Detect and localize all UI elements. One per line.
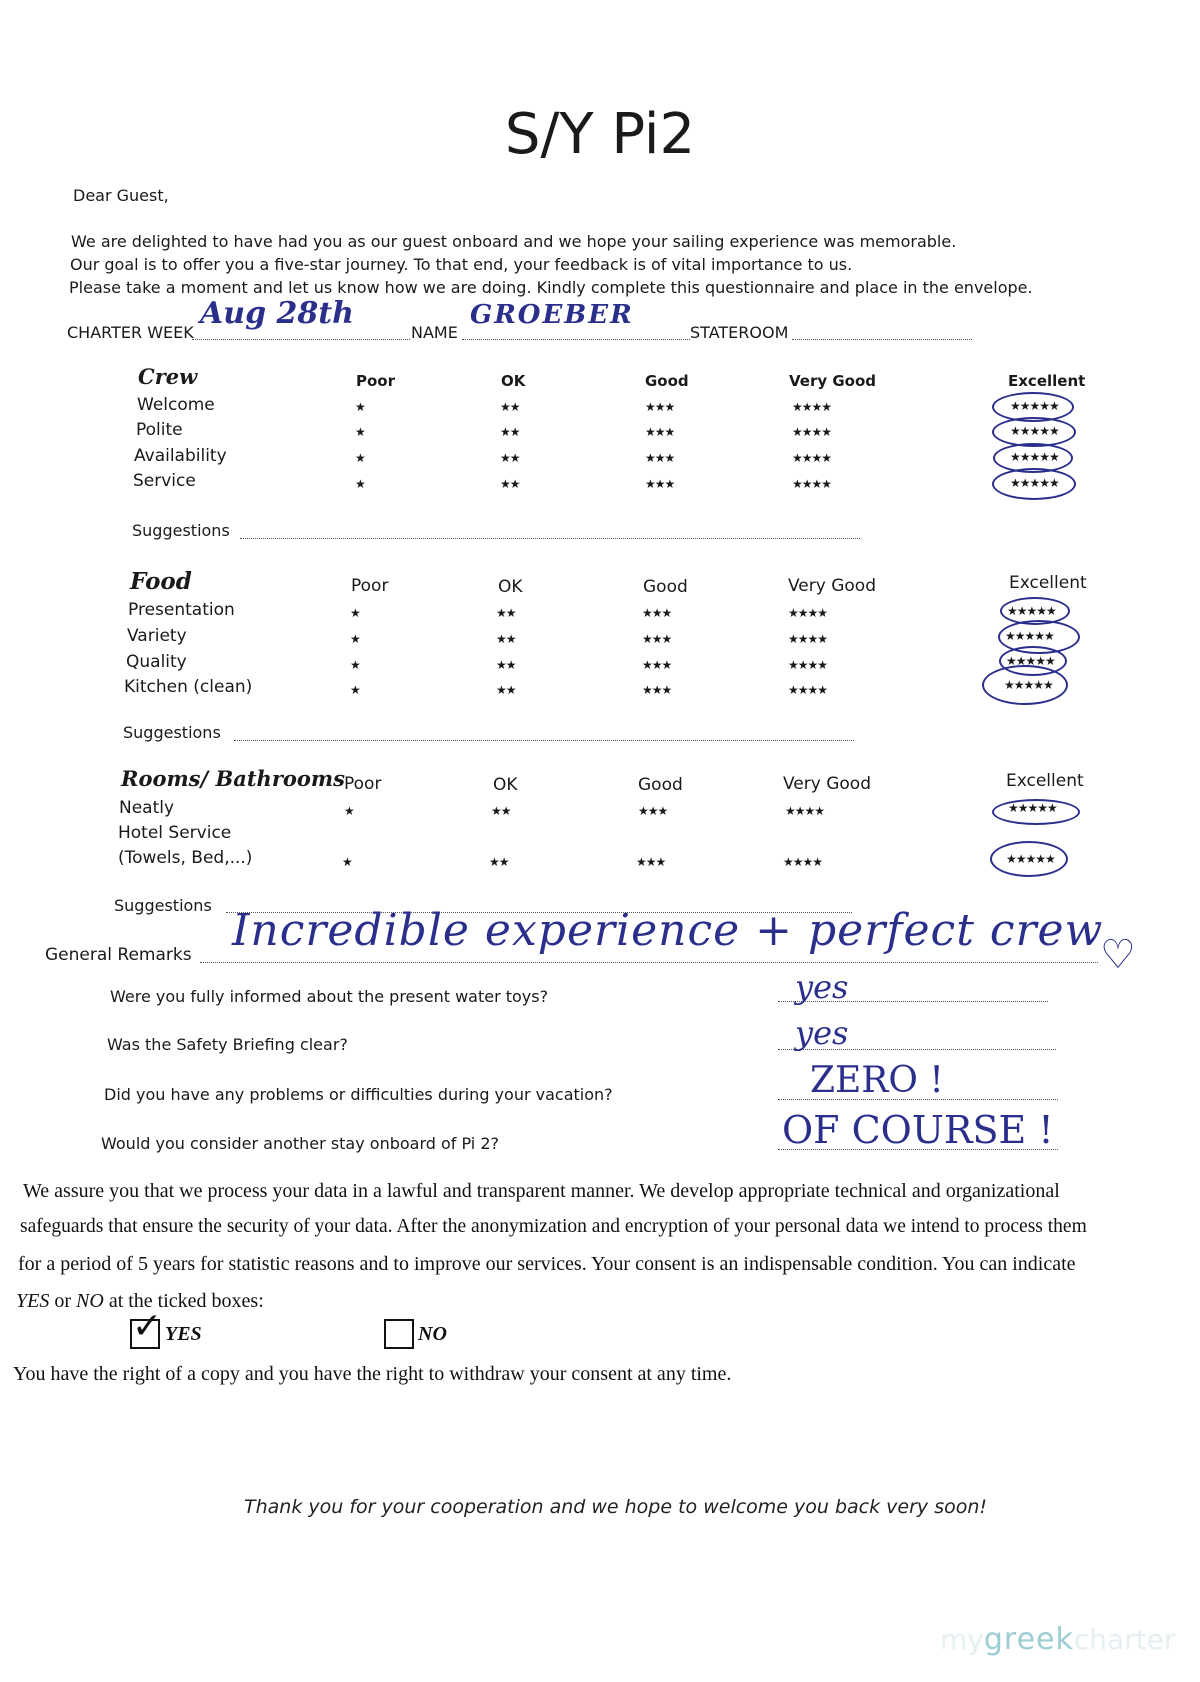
rating-poor-kitchen[interactable]: ★ bbox=[350, 683, 360, 697]
question-water-toys: Were you fully informed about the present water toys? bbox=[110, 987, 549, 1006]
crew-header-ok: OK bbox=[501, 372, 526, 390]
rating-poor-availability[interactable]: ★ bbox=[355, 451, 365, 465]
general-remarks-label: General Remarks bbox=[45, 945, 192, 965]
stateroom-line[interactable] bbox=[792, 339, 972, 340]
rating-good-availability[interactable]: ★★★ bbox=[645, 451, 675, 465]
rating-excellent-welcome[interactable]: ★★★★★ bbox=[1010, 399, 1059, 413]
intro-line-2: Our goal is to offer you a five-star journey. To that end, your feedback is of vital importance to us. bbox=[70, 255, 853, 274]
charter-week-label: CHARTER WEEK bbox=[67, 323, 194, 342]
selection-circle bbox=[990, 841, 1068, 877]
form-title: S/Y Pi2 bbox=[504, 102, 696, 167]
rating-poor-polite[interactable]: ★ bbox=[355, 425, 365, 439]
answer-water-toys[interactable]: yes bbox=[795, 968, 849, 1006]
food-header-very-good: Very Good bbox=[788, 576, 876, 596]
question-safety-briefing: Was the Safety Briefing clear? bbox=[107, 1035, 348, 1054]
crew-header-good: Good bbox=[645, 372, 689, 390]
rating-good-service[interactable]: ★★★ bbox=[645, 477, 675, 491]
rating-good-towels[interactable]: ★★★ bbox=[636, 855, 666, 869]
rating-very-good-presentation[interactable]: ★★★★ bbox=[788, 606, 828, 620]
row-label-service: Service bbox=[133, 471, 196, 491]
rating-good-polite[interactable]: ★★★ bbox=[645, 425, 675, 439]
rating-very-good-quality[interactable]: ★★★★ bbox=[788, 658, 828, 672]
rating-ok-towels[interactable]: ★★ bbox=[489, 855, 509, 869]
selection-circle bbox=[992, 468, 1076, 500]
rating-poor-presentation[interactable]: ★ bbox=[350, 606, 360, 620]
rating-very-good-availability[interactable]: ★★★★ bbox=[792, 451, 832, 465]
food-header-ok: OK bbox=[498, 577, 523, 597]
crew-section-title: Crew bbox=[138, 364, 198, 389]
watermark-brand: greek bbox=[983, 1622, 1074, 1657]
row-label-towels-bed: (Towels, Bed,...) bbox=[118, 848, 253, 868]
rooms-suggestions-label: Suggestions bbox=[114, 896, 212, 915]
watermark-suffix: charter bbox=[1073, 1623, 1176, 1656]
legal-ticked-boxes: at the ticked boxes: bbox=[103, 1290, 264, 1312]
rating-ok-service[interactable]: ★★ bbox=[500, 477, 520, 491]
rating-excellent-availability[interactable]: ★★★★★ bbox=[1010, 450, 1059, 464]
consent-no-checkbox[interactable] bbox=[384, 1319, 414, 1349]
answer-stay-again[interactable]: OF COURSE ! bbox=[782, 1108, 1054, 1152]
rooms-section-title: Rooms/ Bathrooms bbox=[121, 766, 345, 791]
legal-no-word: NO bbox=[76, 1290, 104, 1312]
name-line bbox=[462, 339, 690, 340]
rating-excellent-presentation[interactable]: ★★★★★ bbox=[1007, 604, 1056, 618]
name-value[interactable]: GROEBER bbox=[470, 300, 634, 330]
crew-suggestions-line[interactable] bbox=[240, 538, 860, 539]
rating-ok-quality[interactable]: ★★ bbox=[496, 658, 516, 672]
rating-very-good-variety[interactable]: ★★★★ bbox=[788, 632, 828, 646]
crew-suggestions-label: Suggestions bbox=[132, 521, 230, 540]
rating-ok-neatly[interactable]: ★★ bbox=[491, 804, 511, 818]
selection-circle bbox=[992, 799, 1080, 825]
charter-week-value[interactable]: Aug 28th bbox=[200, 296, 354, 331]
consent-no-label: NO bbox=[418, 1323, 447, 1345]
rating-ok-kitchen[interactable]: ★★ bbox=[496, 683, 516, 697]
rating-excellent-neatly[interactable]: ★★★★★ bbox=[1008, 801, 1057, 815]
checkmark-icon: ✓ bbox=[132, 1306, 163, 1347]
legal-or: or bbox=[49, 1290, 77, 1312]
food-section-title: Food bbox=[130, 568, 192, 595]
row-label-hotel-service: Hotel Service bbox=[118, 823, 232, 843]
rating-very-good-service[interactable]: ★★★★ bbox=[792, 477, 832, 491]
rating-excellent-service[interactable]: ★★★★★ bbox=[1010, 476, 1059, 490]
rating-excellent-variety[interactable]: ★★★★★ bbox=[1005, 629, 1054, 643]
rating-good-kitchen[interactable]: ★★★ bbox=[642, 683, 672, 697]
row-label-presentation: Presentation bbox=[128, 600, 235, 620]
crew-header-excellent: Excellent bbox=[1008, 372, 1086, 390]
general-remarks-line bbox=[200, 962, 1098, 963]
rating-excellent-towels[interactable]: ★★★★★ bbox=[1006, 852, 1055, 866]
crew-header-poor: Poor bbox=[356, 372, 396, 390]
crew-header-very-good: Very Good bbox=[789, 372, 877, 390]
rooms-header-excellent: Excellent bbox=[1006, 771, 1084, 791]
legal-line-3: for a period of 5 years for statistic reasons and to improve our services. Your consent is an indispensable condition. You can indicate bbox=[18, 1253, 1076, 1275]
legal-rights: You have the right of a copy and you have the right to withdraw your consent at any time. bbox=[13, 1363, 732, 1385]
rating-good-quality[interactable]: ★★★ bbox=[642, 658, 672, 672]
row-label-quality: Quality bbox=[126, 652, 187, 672]
selection-circle bbox=[982, 665, 1068, 705]
greeting: Dear Guest, bbox=[73, 186, 169, 205]
rating-good-presentation[interactable]: ★★★ bbox=[642, 606, 672, 620]
rating-poor-variety[interactable]: ★ bbox=[350, 632, 360, 646]
rating-very-good-kitchen[interactable]: ★★★★ bbox=[788, 683, 828, 697]
rating-ok-presentation[interactable]: ★★ bbox=[496, 606, 516, 620]
rating-very-good-polite[interactable]: ★★★★ bbox=[792, 425, 832, 439]
rating-good-welcome[interactable]: ★★★ bbox=[645, 400, 675, 414]
food-header-poor: Poor bbox=[351, 576, 389, 596]
rating-poor-neatly[interactable]: ★ bbox=[344, 804, 354, 818]
rating-ok-polite[interactable]: ★★ bbox=[500, 425, 520, 439]
rating-ok-welcome[interactable]: ★★ bbox=[500, 400, 520, 414]
rating-very-good-welcome[interactable]: ★★★★ bbox=[792, 400, 832, 414]
rating-excellent-polite[interactable]: ★★★★★ bbox=[1010, 424, 1059, 438]
heart-icon: ♡ bbox=[1100, 932, 1136, 978]
rating-ok-availability[interactable]: ★★ bbox=[500, 451, 520, 465]
intro-line-3: Please take a moment and let us know how we are doing. Kindly complete this questionnaire and place in the envelope. bbox=[69, 278, 1033, 297]
charter-week-line bbox=[192, 339, 410, 340]
watermark-prefix: my bbox=[940, 1623, 984, 1656]
rating-very-good-towels[interactable]: ★★★★ bbox=[783, 855, 823, 869]
rating-good-neatly[interactable]: ★★★ bbox=[638, 804, 668, 818]
general-remarks-value[interactable]: Incredible experience + perfect crew bbox=[232, 905, 1104, 956]
rating-ok-variety[interactable]: ★★ bbox=[496, 632, 516, 646]
legal-line-1: We assure you that we process your data in a lawful and transparent manner. We develop appropriate technical and organizational bbox=[23, 1180, 1060, 1202]
consent-yes-label: YES bbox=[165, 1323, 202, 1345]
answer-problems[interactable]: ZERO ! bbox=[810, 1060, 944, 1101]
legal-yes-word: YES bbox=[16, 1290, 50, 1312]
footer-thanks: Thank you for your cooperation and we hope to welcome you back very soon! bbox=[244, 1496, 988, 1518]
rating-poor-quality[interactable]: ★ bbox=[350, 658, 360, 672]
row-label-kitchen: Kitchen (clean) bbox=[124, 677, 253, 697]
intro-line-1: We are delighted to have had you as our guest onboard and we hope your sailing experience was memorable. bbox=[71, 232, 957, 251]
row-label-polite: Polite bbox=[136, 420, 183, 440]
legal-line-2: safeguards that ensure the security of your data. After the anonymization and encryption of your personal data we intend to process them bbox=[20, 1216, 1087, 1237]
food-header-good: Good bbox=[643, 577, 688, 597]
food-suggestions-line[interactable] bbox=[234, 740, 854, 741]
rooms-header-ok: OK bbox=[493, 775, 518, 795]
rating-excellent-quality[interactable]: ★★★★★ bbox=[1006, 654, 1055, 668]
row-label-welcome: Welcome bbox=[137, 395, 215, 415]
rating-excellent-kitchen[interactable]: ★★★★★ bbox=[1004, 678, 1053, 692]
food-header-excellent: Excellent bbox=[1009, 573, 1087, 593]
rating-poor-towels[interactable]: ★ bbox=[342, 855, 352, 869]
question-stay-again: Would you consider another stay onboard of Pi 2? bbox=[101, 1134, 500, 1153]
rooms-header-good: Good bbox=[638, 775, 683, 795]
stateroom-label: STATEROOM bbox=[690, 323, 789, 342]
rating-poor-service[interactable]: ★ bbox=[355, 477, 365, 491]
rating-poor-welcome[interactable]: ★ bbox=[355, 400, 365, 414]
answer-safety-briefing[interactable]: yes bbox=[795, 1014, 849, 1052]
row-label-availability: Availability bbox=[134, 446, 227, 466]
rating-good-variety[interactable]: ★★★ bbox=[642, 632, 672, 646]
rooms-header-very-good: Very Good bbox=[783, 774, 871, 794]
watermark bbox=[940, 1622, 1175, 1657]
name-label: NAME bbox=[411, 323, 458, 342]
row-label-neatly: Neatly bbox=[119, 798, 175, 818]
rating-very-good-neatly[interactable]: ★★★★ bbox=[785, 804, 825, 818]
question-problems: Did you have any problems or difficulties during your vacation? bbox=[104, 1085, 613, 1104]
rooms-header-poor: Poor bbox=[344, 774, 382, 794]
food-suggestions-label: Suggestions bbox=[123, 723, 221, 742]
row-label-variety: Variety bbox=[127, 626, 187, 646]
